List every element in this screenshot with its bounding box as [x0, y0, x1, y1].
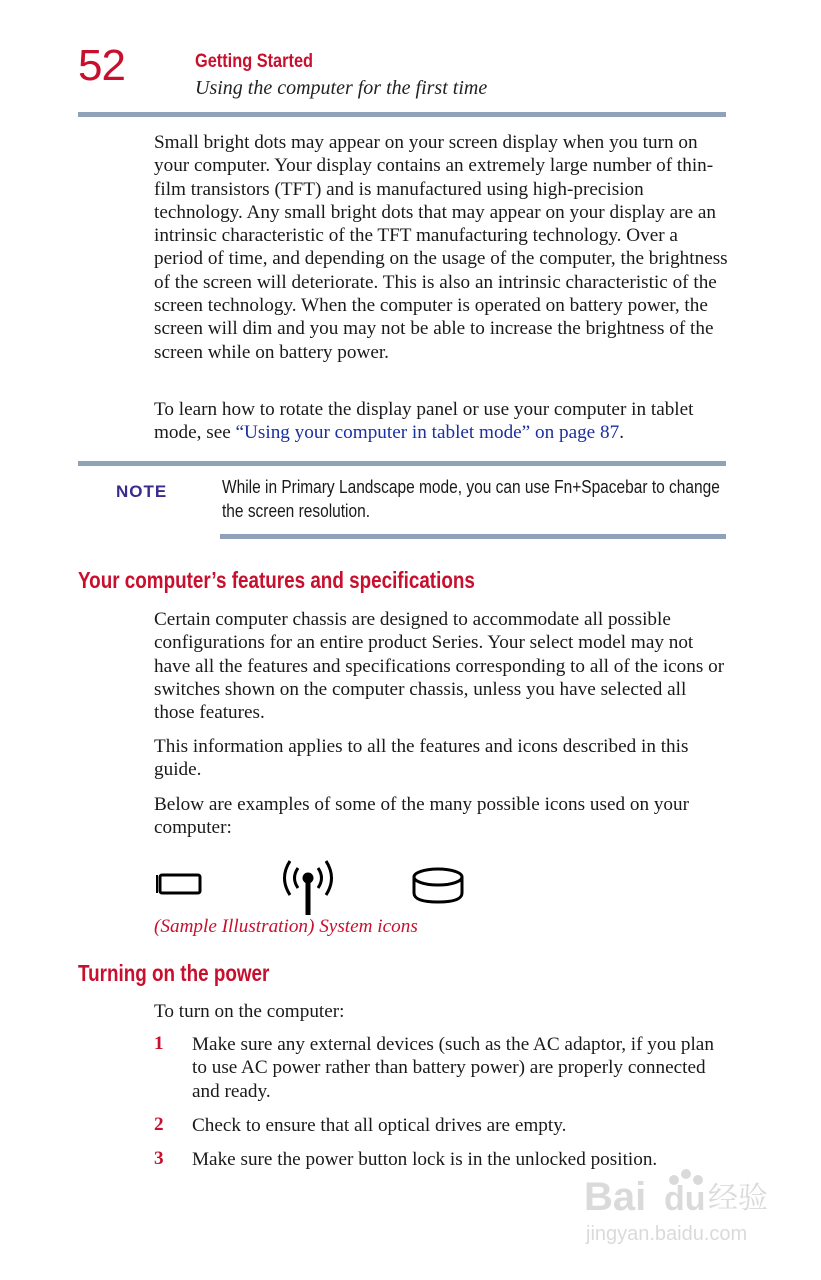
features-heading: Your computer’s features and specifications: [78, 567, 475, 593]
features-paragraph-2: This information applies to all the features and icons described in this guide.: [154, 736, 689, 781]
note-text-suffix: to change the screen resolution.: [222, 477, 720, 521]
step-number: 1: [154, 1033, 164, 1054]
note-label: NOTE: [116, 482, 168, 501]
header-rule: [78, 112, 726, 117]
page-number: 52: [78, 41, 125, 90]
step-text: Make sure the power button lock is in the unlocked position.: [192, 1149, 658, 1170]
wireless-antenna-icon: [276, 855, 340, 917]
intro-paragraph: Small bright dots may appear on your screen display when you turn on your computer. Your display contains an extremely large number of thin-film transistors (TFT) and is manufactured using high-precision technology. Any small bright dots that may appear on your display are an intrinsic characteristic of the TFT manufacturing technology. Over a period of time, and depending on the usage of the computer, the brightness of the screen will deteriorate. This is also an intrinsic characteristic of the screen technology. When the computer is operated on battery power, the screen will dim and you may not be able to increase the brightness of the screen while on battery power.: [154, 132, 728, 363]
features-paragraph-3: Below are examples of some of the many possible icons used on your computer:: [154, 794, 690, 839]
note-text-prefix: While in Primary Landscape mode, you can use: [222, 477, 555, 497]
tablet-mode-link[interactable]: “Using your computer in tablet mode” on page 87: [235, 422, 620, 444]
note-text: [222, 476, 738, 523]
tablet-mode-paragraph: [154, 398, 729, 445]
step-text: Make sure any external devices (such as the AC adaptor, if you plan to use AC power rather than battery power) are properly connected and ready.: [192, 1034, 714, 1102]
note-top-rule: [78, 461, 726, 466]
icons-caption: (Sample Illustration) System icons: [154, 916, 418, 937]
watermark-url: jingyan.baidu.com: [586, 1223, 748, 1245]
battery-icon: [154, 872, 204, 898]
features-paragraph-1: Certain computer chassis are designed to accommodate all possible configurations for an entire product Series. Your select model may not have all the features and specifications corresponding to all of the icons or switches shown on the computer chassis, unless you have selected all those features.: [154, 609, 725, 724]
power-intro: To turn on the computer:: [154, 1001, 345, 1022]
note-key-combo: Fn+Spacebar: [554, 477, 648, 497]
note-bottom-rule: [220, 534, 726, 539]
power-heading: Turning on the power: [78, 960, 270, 986]
step-number: 2: [154, 1114, 164, 1135]
hard-drive-icon: [410, 865, 466, 907]
watermark-brand: Bai: [584, 1175, 647, 1219]
watermark-tag: 经验: [708, 1182, 768, 1215]
step-number: 3: [154, 1148, 164, 1169]
tablet-mode-text: To learn how to rotate the display panel or use your computer in tablet mode, see: [154, 399, 694, 444]
section-subtitle: Using the computer for the first time: [195, 77, 488, 99]
watermark-brand-suffix: du: [664, 1180, 706, 1218]
chapter-title: Getting Started: [195, 51, 314, 72]
tablet-mode-period: .: [619, 422, 624, 444]
baidu-watermark: [582, 1160, 782, 1250]
step-text: Check to ensure that all optical drives are empty.: [192, 1115, 567, 1136]
